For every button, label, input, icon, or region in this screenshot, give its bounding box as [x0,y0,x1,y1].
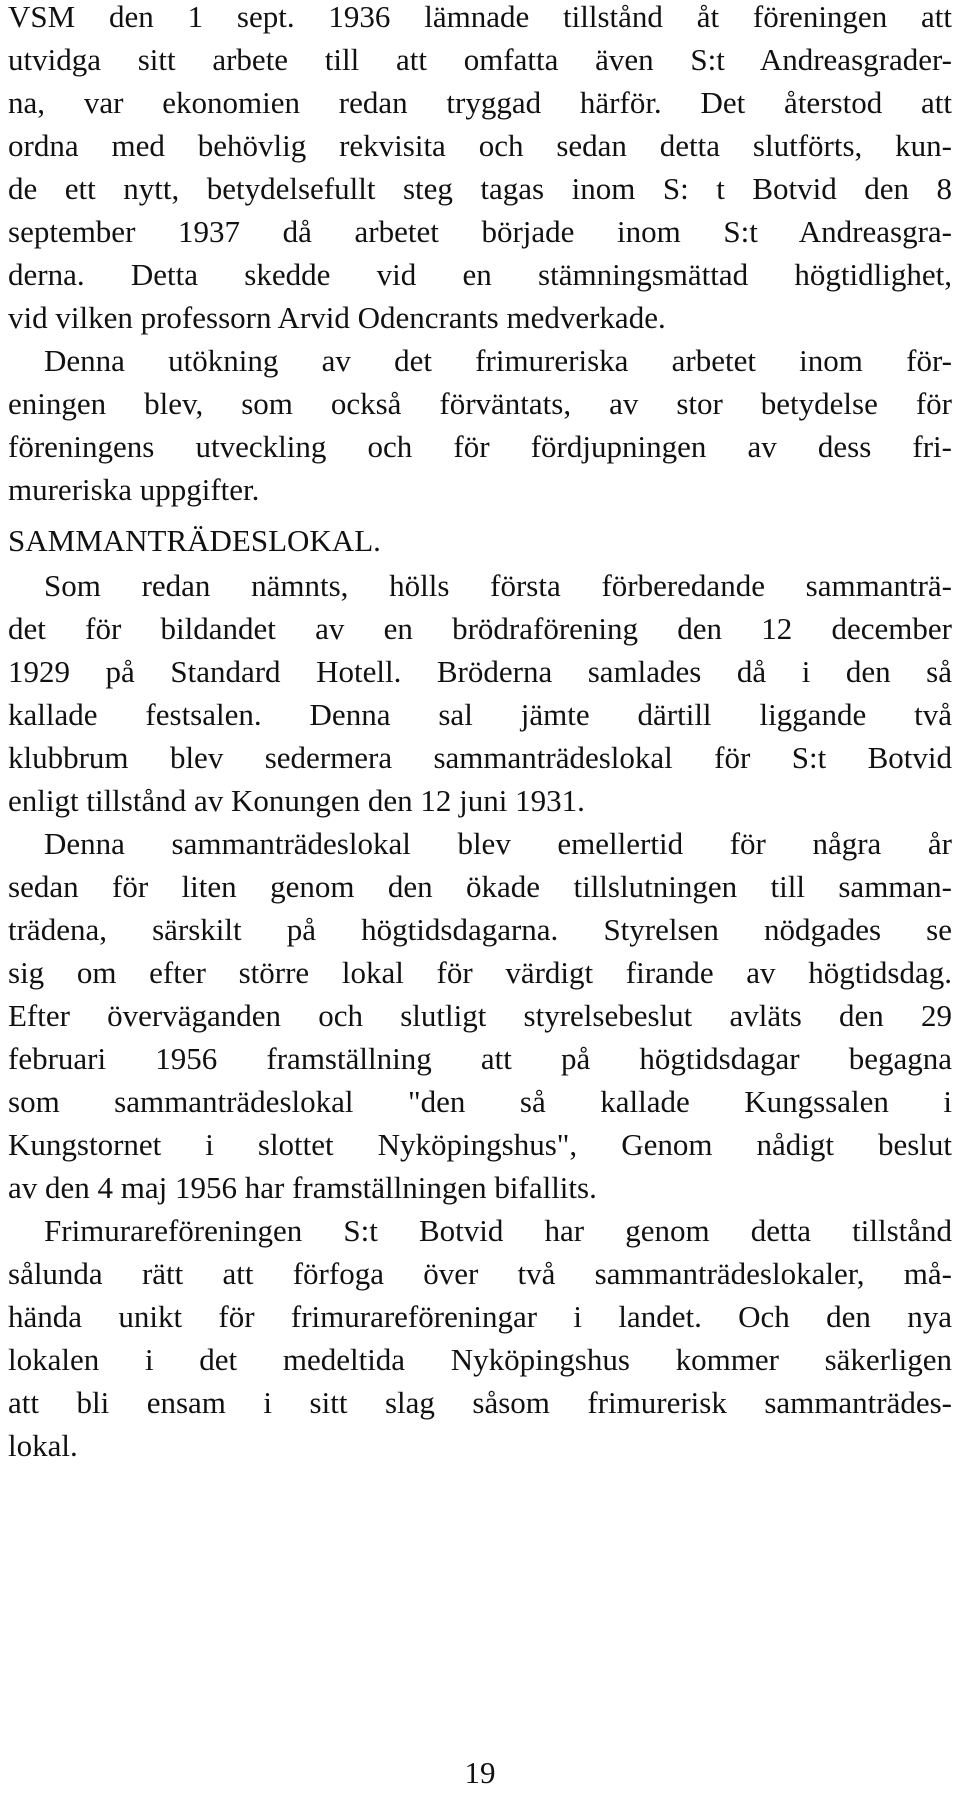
text-line: na, var ekonomien redan tryggad härför. Det återstod att [8,85,952,120]
text-line: utvidga sitt arbete till att omfatta även S:t Andreasgrader- [8,42,952,77]
section-heading: SAMMANTRÄDESLOKAL. [8,523,381,558]
text-line: lokal. [8,1428,78,1463]
text-line: de ett nytt, betydelsefullt steg tagas inom S: t Botvid den 8 [8,171,952,206]
paragraph-first-line: Som redan nämnts, hölls första förberedande sammanträ- [44,568,952,603]
text-line: sedan för liten genom den ökade tillslutningen till samman- [8,869,952,904]
text-line: mureriska uppgifter. [8,472,260,507]
paragraph-first-line: Denna utökning av det frimureriska arbetet inom för- [44,343,952,378]
text-line: ordna med behövlig rekvisita och sedan detta slutförts, kun- [8,128,952,163]
text-line: hända unikt för frimurareföreningar i landet. Och den nya [8,1299,952,1334]
paragraph-first-line: Frimurareföreningen S:t Botvid har genom detta tillstånd [44,1213,952,1248]
text-line: av den 4 maj 1956 har framställningen bifallits. [8,1170,597,1205]
text-line: klubbrum blev sedermera sammanträdeslokal för S:t Botvid [8,740,952,775]
text-line: som sammanträdeslokal "den så kallade Kungssalen i [8,1084,952,1119]
text-line: 1929 på Standard Hotell. Bröderna samlades då i den så [8,654,952,689]
page-number: 19 [464,1755,496,1790]
text-line: att bli ensam i sitt slag såsom frimurerisk sammanträdes- [8,1385,952,1420]
text-line: kallade festsalen. Denna sal jämte därtill liggande två [8,697,952,732]
text-line: februari 1956 framställning att på högtidsdagar begagna [8,1041,952,1076]
text-line: sålunda rätt att förfoga över två sammanträdeslokaler, må- [8,1256,952,1291]
text-line: Kungstornet i slottet Nyköpingshus", Genom nådigt beslut [8,1127,952,1162]
paragraph-first-line: Denna sammanträdeslokal blev emellertid för några år [44,826,952,861]
text-line: vid vilken professorn Arvid Odencrants medverkade. [8,300,666,335]
text-line: det för bildandet av en brödraförening den 12 december [8,611,952,646]
text-line: föreningens utveckling och för fördjupningen av dess fri- [8,429,952,464]
text-line: derna. Detta skedde vid en stämningsmättad högtidlighet, [8,257,952,292]
text-line: lokalen i det medeltida Nyköpingshus kommer säkerligen [8,1342,952,1377]
text-line: september 1937 då arbetet började inom S:t Andreasgra- [8,214,952,249]
text-line: sig om efter större lokal för värdigt firande av högtidsdag. [8,955,952,990]
text-line: VSM den 1 sept. 1936 lämnade tillstånd åt föreningen att [8,0,952,34]
text-line: enligt tillstånd av Konungen den 12 juni 1931. [8,783,585,818]
text-line: trädena, särskilt på högtidsdagarna. Styrelsen nödgades se [8,912,952,947]
text-line: Efter överväganden och slutligt styrelsebeslut avläts den 29 [8,998,952,1033]
text-line: eningen blev, som också förväntats, av stor betydelse för [8,386,952,421]
